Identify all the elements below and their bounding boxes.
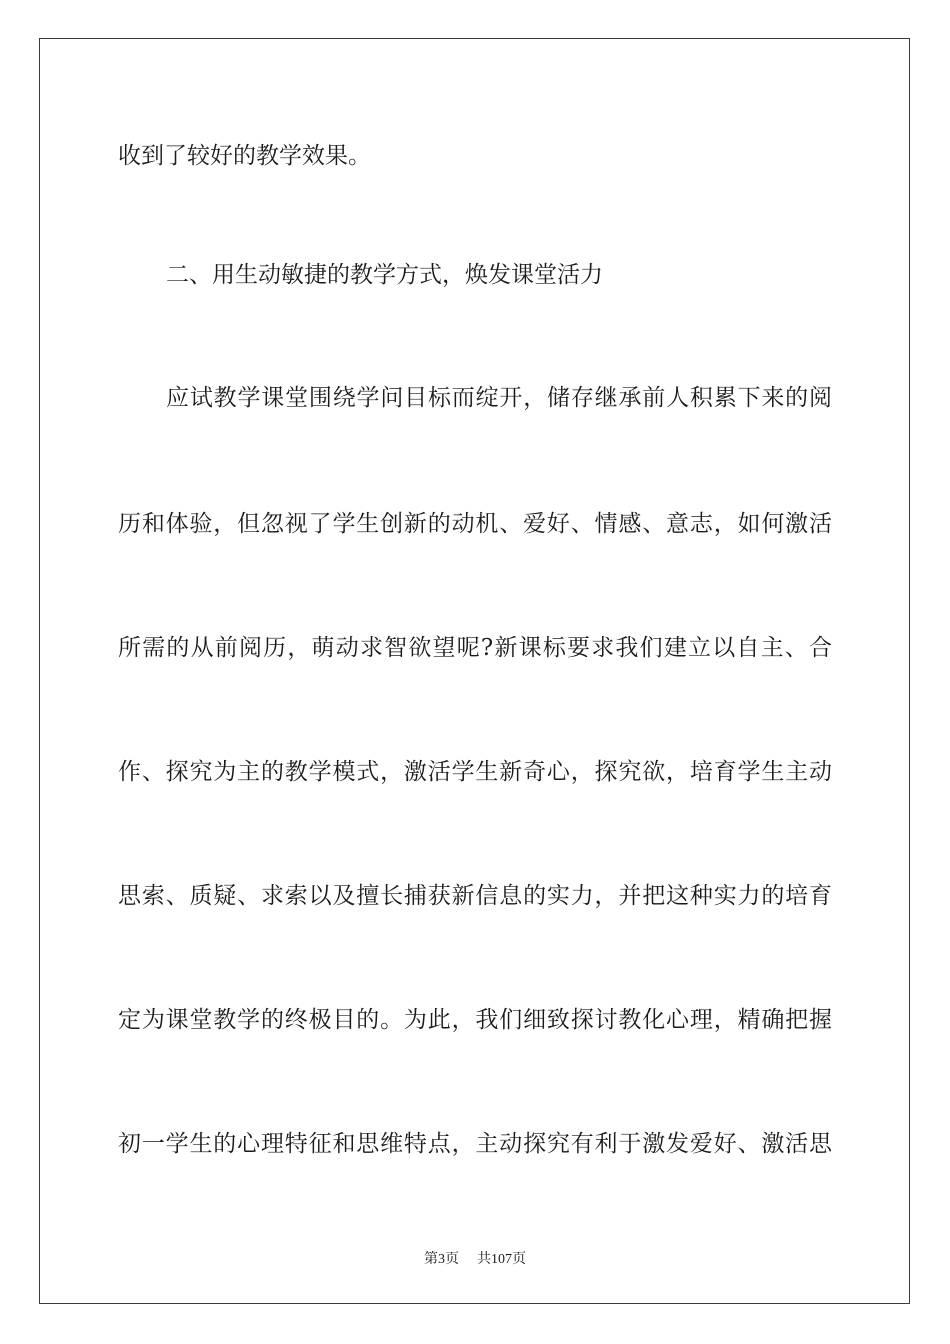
text-line-9: 初一学生的心理特征和思维特点，主动探究有利于激发爱好、激活思 — [118, 1131, 832, 1157]
page-total: 共107页 — [477, 1252, 526, 1267]
text-line-1: 收到了较好的教学效果。 — [118, 143, 371, 169]
page-frame — [39, 38, 910, 1304]
text-line-4: 历和体验，但忽视了学生创新的动机、爱好、情感、意志，如何激活 — [118, 511, 832, 537]
text-line-8: 定为课堂教学的终极目的。为此，我们细致探讨教化心理，精确把握 — [118, 1007, 832, 1033]
section-heading: 二、用生动敏捷的教学方式，焕发课堂活力 — [166, 262, 603, 288]
page-footer — [0, 1248, 950, 1268]
page-number: 第3页 — [424, 1252, 459, 1267]
text-line-5: 所需的从前阅历，萌动求智欲望呢?新课标要求我们建立以自主、合 — [118, 635, 832, 661]
text-line-6: 作、探究为主的教学模式，激活学生新奇心，探究欲，培育学生主动 — [118, 759, 832, 785]
text-line-3: 应试教学课堂围绕学问目标而绽开，储存继承前人积累下来的阅 — [166, 385, 832, 411]
text-line-7: 思索、质疑、求索以及擅长捕获新信息的实力，并把这种实力的培育 — [118, 883, 832, 909]
